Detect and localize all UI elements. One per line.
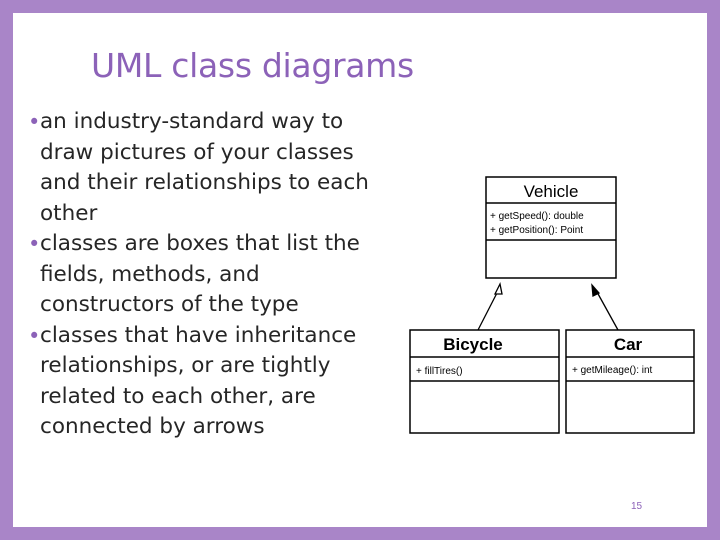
car-class-box [566, 330, 694, 433]
slide-title: UML class diagrams [91, 46, 414, 85]
bullet-text: classes are boxes that list the fields, methods, and constructors of the type [40, 231, 360, 317]
bullet-dot-icon: • [28, 110, 41, 134]
page-number: 15 [631, 501, 643, 512]
inheritance-arrow-car [592, 285, 618, 330]
bullet-dot-icon: • [28, 232, 41, 256]
bicycle-method: + fillTires() [416, 366, 463, 377]
bullet-text: classes that have inheritance relationships, or are tightly related to each other, are connected by arrows [40, 322, 357, 439]
bullet-dot-icon: • [28, 323, 41, 348]
vehicle-method: + getSpeed(): double [490, 211, 584, 222]
car-class-name: Car [613, 335, 643, 354]
vehicle-class-box [486, 177, 616, 278]
car-method: + getMileage(): int [572, 365, 653, 376]
bullet-text: an industry-standard way to draw pictures of your classes and their relationships to each other [40, 109, 369, 226]
vehicle-method: + getPosition(): Point [490, 225, 584, 236]
vehicle-class-name: Vehicle [523, 182, 579, 201]
bicycle-class-name: Bicycle [443, 335, 503, 354]
bicycle-class-box [410, 330, 559, 433]
inheritance-arrow-bicycle [478, 284, 502, 330]
